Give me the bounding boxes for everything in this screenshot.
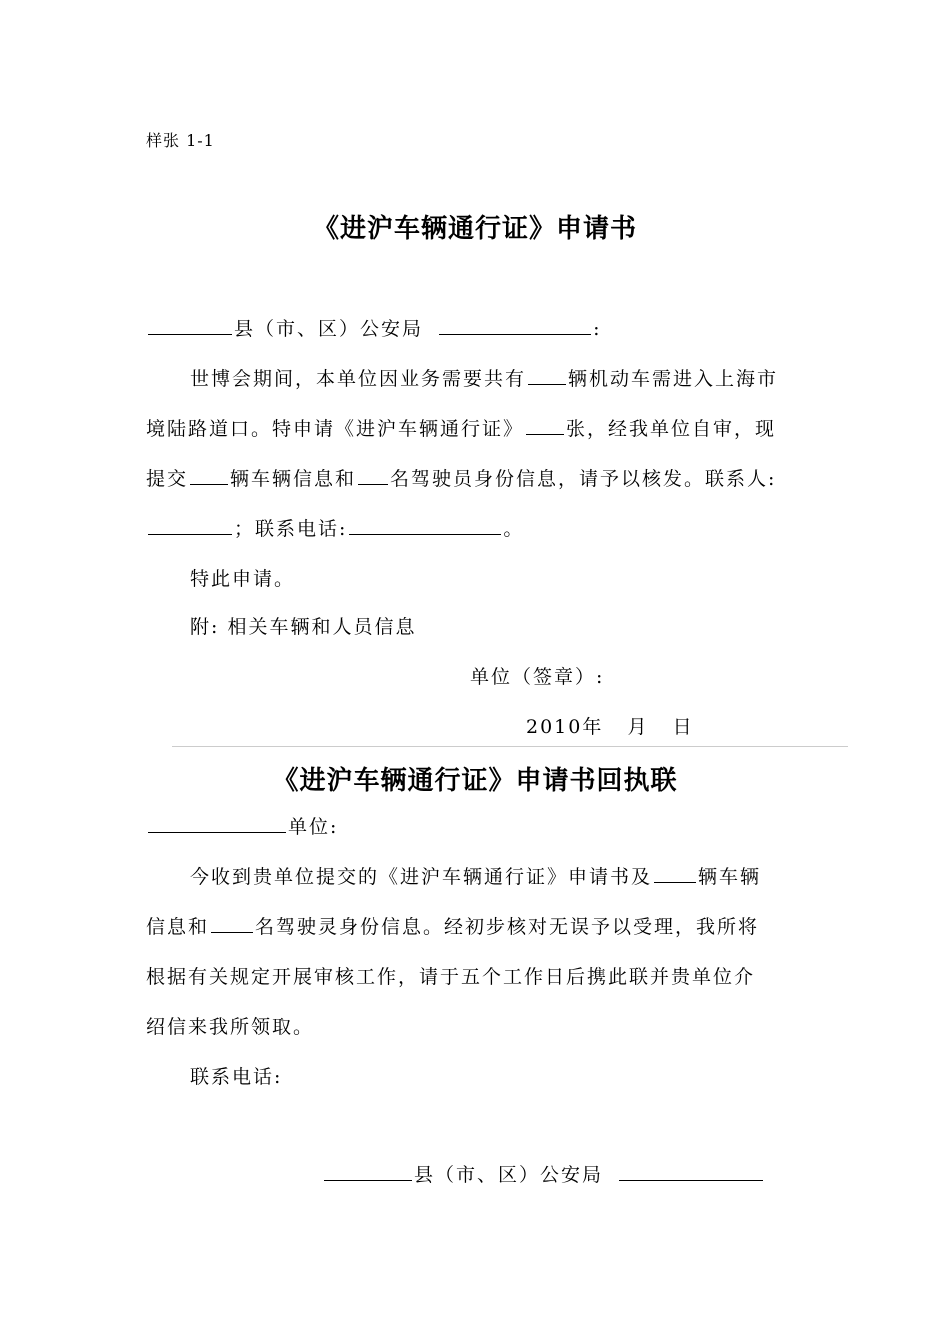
pass-count-blank[interactable]: [526, 416, 564, 435]
receipt-p2-text-b: 名驾驶灵身份信息。经初步核对无误予以受理，我所将: [255, 916, 760, 938]
county-blank[interactable]: [148, 316, 232, 335]
closing-text: 特此申请。: [190, 568, 296, 590]
vehicle-count-blank[interactable]: [528, 366, 566, 385]
receipt-p1-text-b: 辆车辆: [698, 866, 762, 888]
receipt-footer-office: 县（市、区）公安局: [414, 1164, 604, 1186]
addressee-name-blank[interactable]: [439, 316, 591, 335]
date-line: 2010年 月 日: [526, 716, 694, 738]
form-title: 《进沪车辆通行证》申请书: [312, 214, 637, 244]
para-1-text-a: 世博会期间，本单位因业务需要共有: [190, 368, 527, 390]
addressee-colon: :: [593, 318, 602, 340]
para-line-1: [190, 364, 778, 391]
para-4-text-a: ；联系电话:: [234, 518, 348, 540]
para-1-text-b: 辆机动车需进入上海市: [568, 368, 779, 390]
receipt-p2-text-a: 信息和: [146, 916, 210, 938]
para-3-text-c: 名驾驶员身份信息，请予以核发。联系人:: [390, 468, 777, 490]
para-line-4: [146, 514, 524, 541]
attachment-text: 附: 相关车辆和人员信息: [190, 616, 417, 638]
contact-person-blank[interactable]: [148, 516, 232, 535]
receipt-phone-label: 联系电话:: [190, 1066, 283, 1088]
addressee-text: 县（市、区）公安局: [234, 318, 424, 340]
para-line-2: [146, 414, 776, 441]
receipt-line-1: [190, 862, 761, 889]
para-line-3: [146, 464, 776, 491]
receipt-unit-blank[interactable]: [148, 814, 286, 833]
receipt-line-3: 根据有关规定开展审核工作，请于五个工作日后携此联并贵单位介: [146, 966, 756, 988]
unit-seal-label: 单位（签章）:: [470, 666, 605, 688]
para-2-text-a: 境陆路道口。特申请《进沪车辆通行证》: [146, 418, 525, 440]
vehicle-info-count-blank[interactable]: [190, 466, 228, 485]
receipt-driver-blank[interactable]: [211, 914, 253, 933]
receipt-county-blank[interactable]: [324, 1162, 412, 1181]
para-3-text-a: 提交: [146, 468, 189, 490]
para-4-text-b: 。: [503, 518, 525, 540]
contact-phone-blank[interactable]: [349, 516, 501, 535]
receipt-unit-line: [146, 812, 338, 839]
receipt-unit-label: 单位:: [288, 816, 339, 838]
receipt-line-2: [146, 912, 759, 939]
addressee-line: [146, 314, 601, 341]
receipt-title: 《进沪车辆通行证》申请书回执联: [272, 766, 678, 796]
para-3-text-b: 辆车辆信息和: [230, 468, 357, 490]
receipt-p1-text-a: 今收到贵单位提交的《进沪车辆通行证》申请书及: [190, 866, 653, 888]
receipt-signature-blank[interactable]: [619, 1162, 763, 1181]
cut-line-divider: [172, 746, 848, 747]
para-2-text-b: 张，经我单位自审，现: [566, 418, 777, 440]
sample-label: 样张 1-1: [146, 131, 215, 150]
receipt-vehicle-blank[interactable]: [654, 864, 696, 883]
receipt-line-4: 绍信来我所领取。: [146, 1016, 315, 1038]
driver-count-blank[interactable]: [358, 466, 388, 485]
receipt-footer-line: [322, 1160, 765, 1187]
